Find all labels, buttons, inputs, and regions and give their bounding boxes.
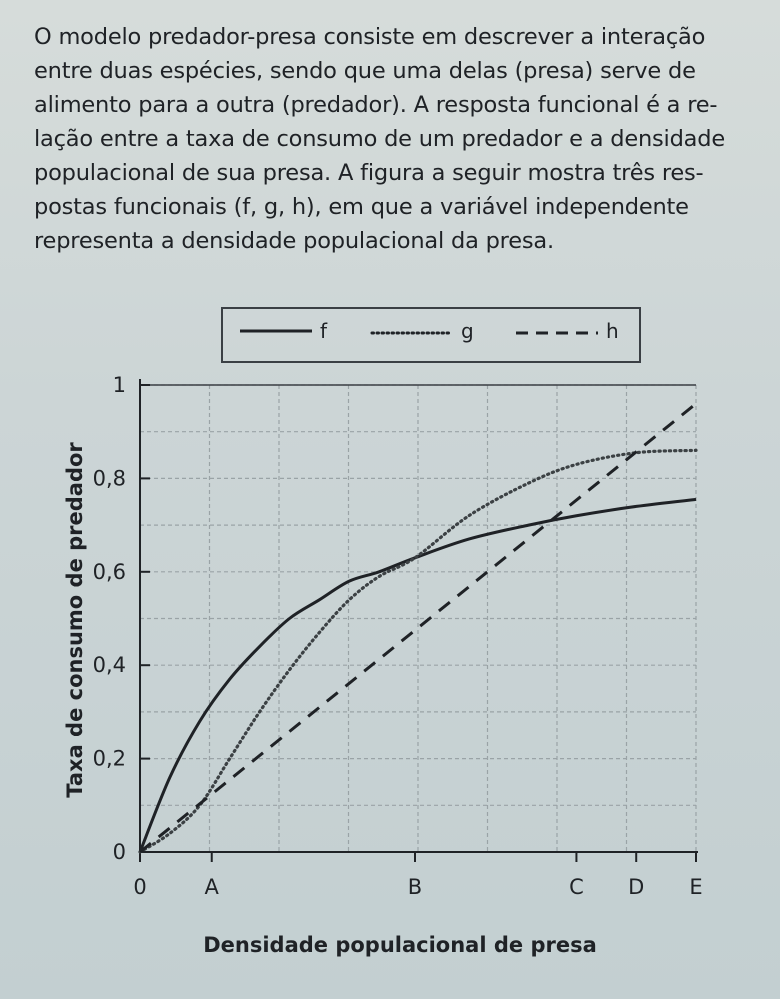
legend-label-f: f [320,319,328,343]
y-tick-label: 0,2 [92,746,126,771]
axes [140,379,698,862]
x-tick-label: D [628,875,645,899]
y-axis-title: Taxa de consumo de predador [63,442,87,798]
x-tick-label: C [569,875,584,899]
y-tick-label: 1 [112,373,126,397]
x-tick-label: A [204,875,219,899]
paragraph-line: populacional de sua presa. A figura a seguir mostra três res- [34,160,704,186]
x-axis-title: Densidade populacional de presa [203,933,597,957]
legend [222,308,640,362]
x-tick-label: 0 [133,875,147,899]
paragraph-line: lação entre a taxa de consumo de um predador e a densidade [34,126,725,152]
legend-label-g: g [461,319,474,343]
legend-label-h: h [606,319,619,343]
paragraph-line: alimento para a outra (predador). A resposta funcional é a re- [34,92,718,118]
y-tick-label: 0,8 [92,466,126,491]
paragraph-line: representa a densidade populacional da presa. [34,228,554,254]
paragraph-line: postas funcionais (f, g, h), em que a variável independente [34,194,689,220]
x-tick-label: E [689,875,703,899]
tick-labels [93,373,703,899]
paragraph-line: entre duas espécies, sendo que uma delas (presa) serve de [34,58,696,84]
legend-box [222,308,640,362]
x-tick-label: B [407,875,423,899]
y-tick-label: 0 [112,840,126,864]
paragraph-line: O modelo predador-presa consiste em descrever a interação [34,24,706,50]
y-tick-label: 0,4 [92,653,126,678]
y-tick-label: 0,6 [92,559,126,584]
